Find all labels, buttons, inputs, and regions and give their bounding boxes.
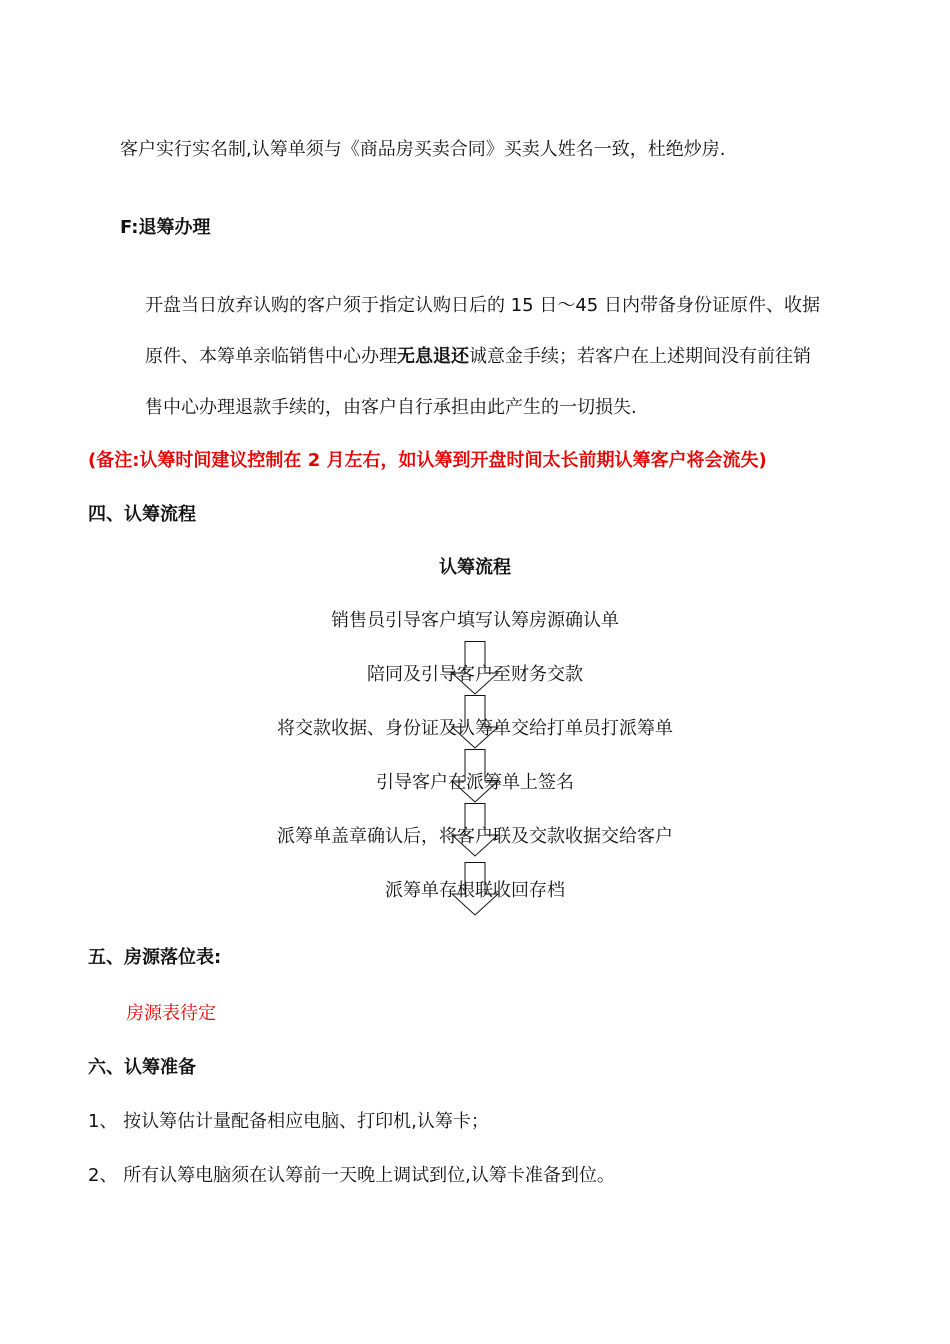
interest-free-refund-emphasis: 无息退还 (397, 346, 469, 367)
section-f-paragraph-line-2 (145, 345, 811, 369)
section-6-heading: 六、认筹准备 (88, 1057, 196, 1078)
section-f-paragraph-line-3: 售中心办理退款手续的，由客户自行承担由此产生的一切损失. (145, 397, 637, 418)
section-5-heading: 五、房源落位表: (88, 947, 222, 968)
flow-title: 认筹流程 (439, 557, 511, 578)
preparation-item-1: 1、 按认筹估计量配备相应电脑、打印机,认筹卡； (88, 1111, 489, 1132)
flow-step-2: 陪同及引导客户至财务交款 (367, 664, 583, 685)
red-remark-note: (备注:认筹时间建议控制在 2 月左右，如认筹到开盘时间太长前期认筹客户将会流失) (88, 450, 767, 471)
flow-step-5: 派筹单盖章确认后，将客户联及交款收据交给客户 (277, 826, 673, 847)
flow-step-6: 派筹单存根联收回存档 (385, 880, 565, 901)
flow-step-4: 引导客户在派筹单上签名 (376, 772, 574, 793)
flow-step-3: 将交款收据、身份证及认筹单交给打单员打派筹单 (277, 718, 673, 739)
room-table-pending-note: 房源表待定 (126, 1003, 216, 1024)
section-f-heading: F:退筹办理 (120, 217, 211, 238)
flow-step-1: 销售员引导客户填写认筹房源确认单 (331, 610, 619, 631)
para-line2-text-a: 原件、本筹单亲临销售中心办理 (145, 346, 397, 367)
section-4-heading: 四、认筹流程 (88, 504, 196, 525)
intro-paragraph: 客户实行实名制,认筹单须与《商品房买卖合同》买卖人姓名一致，杜绝炒房. (120, 139, 726, 160)
para-line2-text-b: 诚意金手续；若客户在上述期间没有前往销 (469, 346, 811, 367)
section-f-paragraph-line-1: 开盘当日放弃认购的客户须于指定认购日后的 15 日～45 日内带备身份证原件、收据 (145, 295, 820, 316)
preparation-item-2: 2、 所有认筹电脑须在认筹前一天晚上调试到位,认筹卡准备到位。 (88, 1165, 615, 1186)
